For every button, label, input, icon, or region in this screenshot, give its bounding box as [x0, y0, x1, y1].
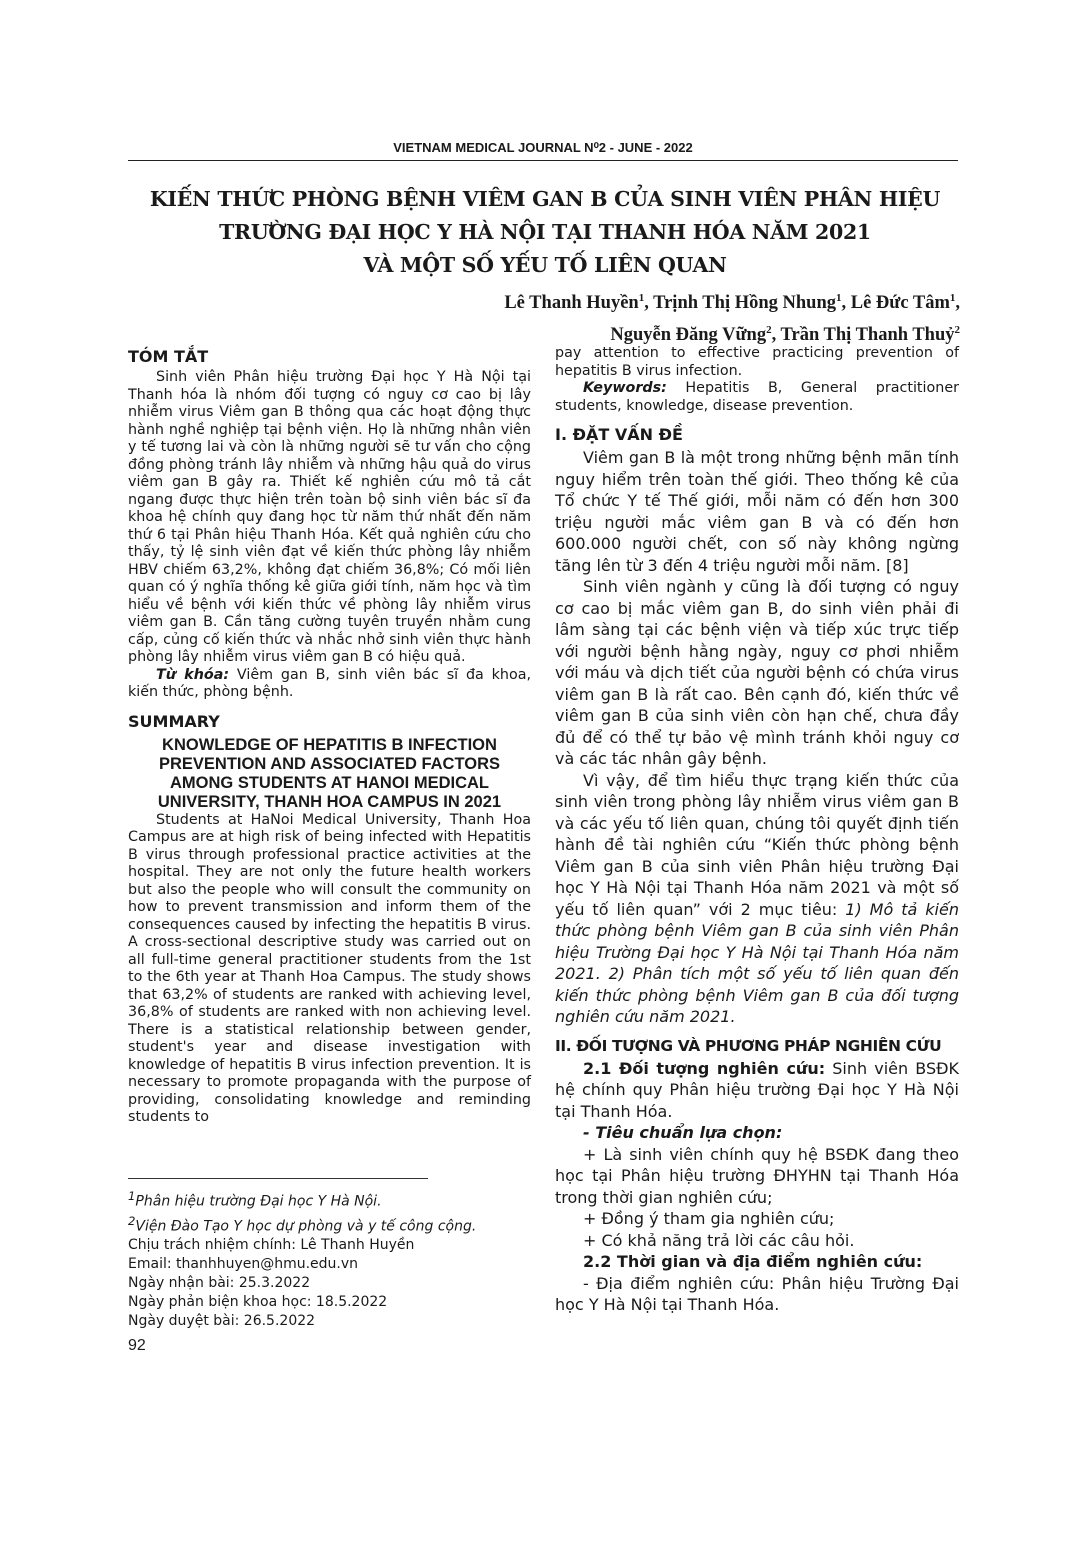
paragraph-objectives: 1) Mô tả kiến thức phòng bệnh Viêm gan B của sinh viên Phân hiệu Trường Đại học Y Hà Nội tại Thanh Hóa năm 2021. 2) Phân tích một số yếu tố liên quan đến kiến thức phòng bệnh Viêm gan B của đối tượng nghiên cứu năm 2021. [555, 899, 959, 1026]
author-affiliation: 1 [835, 292, 842, 304]
section-2-2-heading [555, 1251, 959, 1273]
paragraph-text: Vì vậy, để tìm hiểu thực trạng kiến thức của sinh viên trong phòng lây nhiễm virus viêm gan B và các yếu tố liên quan, chúng tôi quyết định tiến hành đề tài nghiên cứu “Kiến thức phòng bệnh Viêm gan B của sinh viên Phân hiệu trường Đại học Y Hà Nội tại Thanh Hóa năm 2021 và một số yếu tố liên quan” với 2 mục tiêu: [555, 770, 959, 919]
subsection-text: Sinh viên BSĐK hệ chính quy Phân hiệu trường Đại học Y Hà Nội tại Thanh Hóa. [555, 1058, 959, 1121]
criteria-item-2: + Đồng ý tham gia nghiên cứu; [583, 1209, 835, 1228]
criteria-item-3: + Có khả năng trả lời các câu hỏi. [583, 1230, 855, 1250]
author-name: Nguyễn Đăng Vững [610, 325, 767, 346]
footnote-received: Ngày nhận bài: 25.3.2022 [128, 1275, 311, 1292]
section-2-2-text: - Địa điểm nghiên cứu: Phân hiệu Trường Đại học Y Hà Nội tại Thanh Hóa. [555, 1273, 959, 1314]
criteria-item-1: + Là sinh viên chính quy hệ BSĐK đang theo học tại Phân hiệu trường ĐHYHN tại Thanh Hóa trong thời gian nghiên cứu; [555, 1144, 959, 1207]
footnote-email: Email: thanhhuyen@hmu.edu.vn [128, 1256, 359, 1273]
subsection-label: 2.1 Đối tượng nghiên cứu: [583, 1058, 826, 1078]
keywords-text: Viêm gan B, sinh viên bác sĩ đa khoa, kiến thức, phòng bệnh. [128, 666, 532, 700]
right-column [555, 345, 959, 1316]
subsection-label: 2.2 Thời gian và địa điểm nghiên cứu: [583, 1252, 923, 1271]
author-list [300, 285, 960, 349]
footnote-reviewed: Ngày phản biện khoa học: 18.5.2022 [128, 1294, 388, 1311]
keywords-text: Hepatitis B, General practitioner students, knowledge, disease prevention. [555, 380, 959, 414]
footnote-text: Viện Đào Tạo Y học dự phòng và y tế công cộng. [135, 1218, 477, 1235]
summary-title: KNOWLEDGE OF HEPATITIS B INFECTION PREVENTION AND ASSOCIATED FACTORS AMONG STUDENTS AT HANOI MEDICAL UNIVERSITY, THANH HOA CAMPUS IN 2021 [157, 735, 502, 811]
footnote-affiliation-2 [128, 1212, 477, 1237]
section-2-heading: II. ĐỐI TƯỢNG VÀ PHƯƠNG PHÁP NGHIÊN CỨU [555, 1036, 942, 1055]
title-line-2: TRƯỜNG ĐẠI HỌC Y HÀ NỘI TẠI THANH HÓA NĂM 2021 [219, 220, 871, 244]
author-line-1: Lê Thanh Huyền$^1$, Trịnh Thị Hồng Nhung$^1$, Lê Đức Tâm$^1$, [504, 292, 960, 314]
journal-header: VIETNAM MEDICAL JOURNAL N⁰2 - JUNE - 2022 [128, 140, 958, 161]
author-line-2: Nguyễn Đăng Vững$^2$, Trần Thị Thanh Thuỷ$^2$ [610, 324, 960, 346]
abstract-body: Sinh viên Phân hiệu trường Đại học Y Hà Nội tại Thanh hóa là nhóm đối tượng có nguy cơ cao bị lây nhiễm virus Viêm gan B thông qua các hoạt động thực hành nghề nghiệp tại bệnh viện. Họ là những nhân viên y tế tương lai và còn là những người sẽ tư vấn cho cộng đồng phòng tránh lây nhiễm và những hậu quả do virus viêm gan B gây ra. Thiết kế nghiên cứu mô tả cắt ngang được thực hiện trên toàn bộ sinh viên bác sĩ đa khoa hệ chính quy đang học từ năm thứ nhất đến năm thứ 6 tại Phân hiệu Thanh Hóa. Kết quả nghiên cứu cho thấy, tỷ lệ sinh viên đạt về kiến thức phòng lây nhiễm HBV chiếm 63,2%, không đạt chiếm 36,8%; Có mối liên quan có ý nghĩa thống kê giữa giới tính, năm học và tìm hiểu về bệnh với kiến thức về phòng lây nhiễm virus viêm gan B. Cần tăng cường tuyên truyền nhằm cung cấp, củng cố kiến thức và nhắc nhở sinh viên thực hành phòng lây nhiễm virus viêm gan B có hiệu quả. [128, 369, 531, 665]
section-2-1 [555, 1058, 959, 1123]
author-name: Trịnh Thị Hồng Nhung [653, 293, 836, 314]
section-1-paragraph-1: Viêm gan B là một trong những bệnh mãn tính nguy hiểm trên toàn thế giới. Theo thống kê của Tổ chức Y tế Thế giới, mỗi năm có đến hơn 300 triệu người mắc viêm gan B và có đến hơn 600.000 người chết, con số này không ngừng tăng lên từ 3 đến 4 triệu người mỗi năm. [8] [555, 448, 959, 575]
title-line-1: KIẾN THỨC PHÒNG BỆNH VIÊM GAN B CỦA SINH VIÊN PHÂN HIỆU [149, 187, 941, 211]
criteria-heading: - Tiêu chuẩn lựa chọn: [583, 1123, 783, 1142]
author-name: Lê Thanh Huyền [504, 293, 639, 314]
title-line-3: VÀ MỘT SỐ YẾU TỐ LIÊN QUAN [363, 253, 727, 277]
keywords-label: Từ khóa: [156, 666, 230, 683]
footnotes [128, 1178, 477, 1331]
summary-body-continued: pay attention to effective practicing prevention of hepatitis B virus infection. [555, 345, 959, 379]
footnote-corresponding: Chịu trách nhiệm chính: Lê Thanh Huyền [128, 1237, 415, 1254]
abstract-keywords [128, 667, 531, 702]
summary-keywords [555, 380, 959, 415]
footnote-text: Phân hiệu trường Đại học Y Hà Nội. [135, 1193, 382, 1210]
author-name: Trần Thị Thanh Thuỷ [780, 325, 955, 346]
author-name: Lê Đức Tâm [850, 293, 950, 314]
left-column [128, 345, 531, 1127]
footnote-marker: 1 [128, 1189, 136, 1203]
author-affiliation: 2 [954, 324, 960, 337]
footnote-affiliation-1 [128, 1187, 428, 1212]
summary-body: Students at HaNoi Medical University, Thanh Hoa Campus are at high risk of being infected with Hepatitis B virus through professional practice activities at the hospital. They are not only the future health workers but also the people who will consult the community on how to prevent transmission and inform them of the consequences caused by infecting the hepatitis B virus. A cross-sectional descriptive study was carried out on all full-time general practitioner students from the 1st to the 6th year at Thanh Hoa Campus. The study shows that 63,2% of students are ranked with achieving level, 36,8% of students are ranked with non achieving level. There is a statistical relationship between gender, student's year and disease investigation with knowledge of hepatitis B virus infection prevention. It is necessary to promote propaganda with the purpose of providing, consolidating knowledge and reminding students to [128, 811, 531, 1125]
footnote-marker: 2 [128, 1213, 136, 1228]
author-affiliation: 1 [949, 292, 956, 304]
author-affiliation: 1 [638, 292, 645, 304]
page-number: 92 [128, 1337, 146, 1354]
section-1-paragraph-3 [555, 770, 959, 1028]
section-1-paragraph-2: Sinh viên ngành y cũng là đối tượng có nguy cơ cao bị mắc viêm gan B, do sinh viên phải đi lâm sàng tại các bệnh viện và tiếp xúc trực tiếp với người bệnh hằng ngày, nguy cơ phơi nhiễm với máu và dịch tiết của người bệnh có chứa virus viêm gan B là rất cao. Bên cạnh đó, kiến thức về viêm gan B của sinh viên còn hạn chế, chưa đầy đủ để có thể tự bảo vệ mình tránh khỏi nguy cơ và các tác nhân gây bệnh. [555, 577, 959, 768]
section-1-heading: I. ĐẶT VẤN ĐỀ [555, 425, 683, 444]
summary-heading: SUMMARY [128, 711, 220, 731]
criteria-label [555, 1122, 959, 1144]
author-affiliation: 2 [766, 324, 772, 337]
paper-title [110, 183, 980, 282]
keywords-label: Keywords: [583, 380, 667, 396]
footnote-accepted: Ngày duyệt bài: 26.5.2022 [128, 1313, 316, 1330]
abstract-heading: TÓM TẮT [128, 347, 209, 366]
